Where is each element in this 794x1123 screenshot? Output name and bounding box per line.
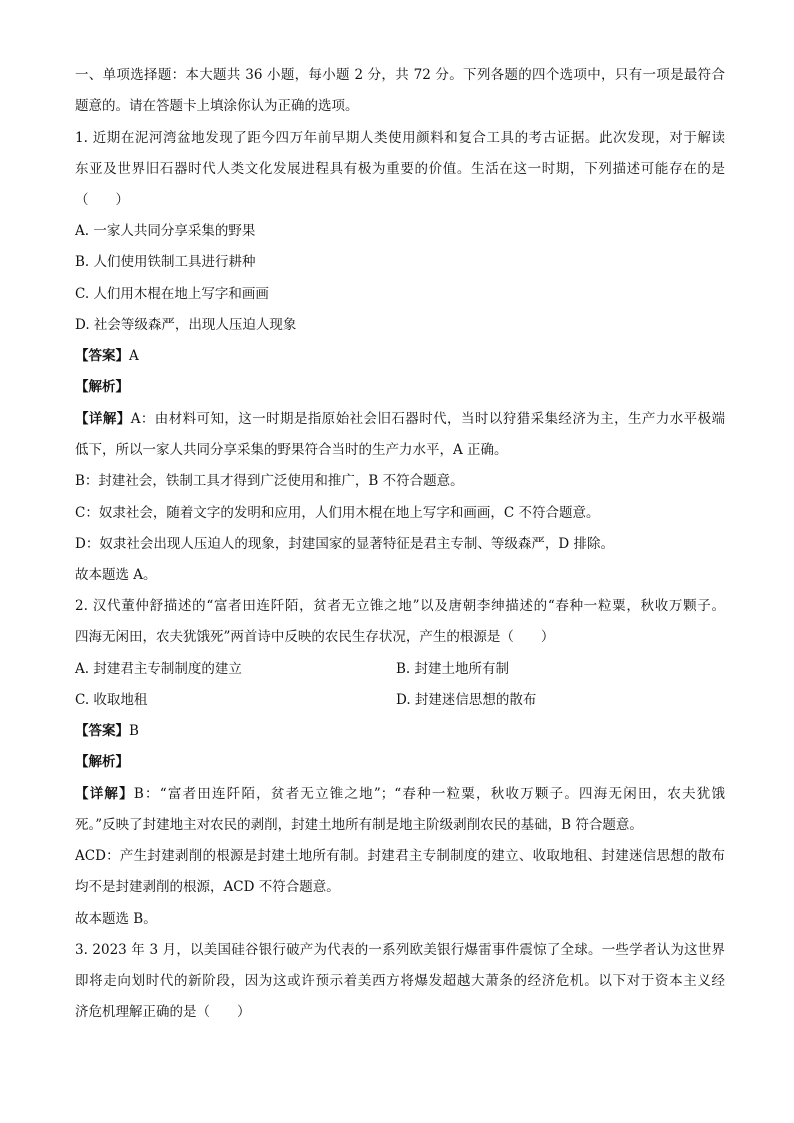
q2-option-c: C. 收取地租: [75, 692, 148, 708]
q3-stem-line3: 济危机理解正确的是（ ）: [75, 1004, 251, 1020]
q1-stem-line3: （ ）: [75, 192, 129, 208]
section-heading-line1: 一、单项选择题：本大题共 36 小题，每小题 2 分，共 72 分。下列各题的四个选项中，只有一项是最符合: [75, 67, 725, 83]
q1-detail-tag: 【详解】: [75, 411, 131, 427]
q1-stem-line1: 1. 近期在泥河湾盆地发现了距今四万年前早期人类使用颜料和复合工具的考古证据。此次发现，对于解读: [75, 130, 725, 146]
q2-options-row2: [75, 690, 725, 710]
section-heading-line2: 题意的。请在答题卡上填涂你认为正确的选项。: [75, 98, 359, 114]
q1-option-b: B. 人们使用铁制工具进行耕种: [75, 254, 256, 270]
q1-option-d: D. 社会等级森严，出现人压迫人现象: [75, 317, 297, 333]
q2-options-row1: [75, 659, 725, 679]
q1-option-a: A. 一家人共同分享采集的野果: [75, 223, 256, 239]
q1-detail-line1: 【详解】A：由材料可知，这一时期是指原始社会旧石器时代，当时以狩猎采集经济为主，生产力水平极端: [75, 411, 726, 427]
q2-answer-tag: 【答案】: [75, 723, 129, 739]
q2-analysis-tag: 【解析】: [75, 754, 129, 770]
q2-conclusion: 故本题选 B。: [75, 911, 157, 927]
q2-stem-line2: 四海无闲田，农夫犹饿死”两首诗中反映的农民生存状况，产生的根源是（ ）: [75, 629, 555, 645]
q2-option-a: A. 封建君主专制制度的建立: [75, 661, 242, 677]
q1-detail-line2: 低下，所以一家人共同分享采集的野果符合当时的生产力水平，A 正确。: [75, 442, 508, 458]
q3-stem-line2: 即将走向划时代的新阶段，因为这或许预示着美西方将爆发超越大萧条的经济危机。以下对于资本主义经: [75, 973, 725, 989]
q2-detail-line2: 死。”反映了封建地主对农民的剥削，封建土地所有制是地主阶级剥削农民的基础，B 符合题意。: [75, 817, 643, 833]
q1-analysis-tag: 【解析】: [75, 379, 129, 395]
q2-option-d: D. 封建迷信思想的散布: [396, 692, 537, 708]
q1-detail-line4: C：奴隶社会，随着文字的发明和应用，人们用木棍在地上写字和画画，C 不符合题意。: [75, 505, 600, 521]
q1-conclusion: 故本题选 A。: [75, 567, 157, 583]
q1-answer-value: A: [129, 348, 139, 364]
q2-detail-tag: 【详解】: [75, 786, 134, 802]
q1-detail-line5: D：奴隶社会出现人压迫人的现象，封建国家的显著特征是君主专制、等级森严，D 排除。: [75, 536, 614, 552]
q3-stem-line1: 3. 2023 年 3 月，以美国硅谷银行破产为代表的一系列欧美银行爆雷事件震惊了全球。一些学者认为这世界: [75, 942, 725, 958]
q2-detail-line1: 【详解】B：“富者田连阡陌，贫者无立锥之地”；“春种一粒粟，秋收万颗子。四海无闲田，农夫犹饿: [75, 786, 726, 802]
q1-detail-line3: B：封建社会，铁制工具才得到广泛使用和推广，B 不符合题意。: [75, 473, 464, 489]
q1-stem-line2: 东亚及世界旧石器时代人类文化发展进程具有极为重要的价值。生活在这一时期，下列描述可能存在的是: [75, 161, 725, 177]
q2-answer-value: B: [129, 723, 139, 739]
q2-option-b: B. 封建土地所有制: [396, 661, 510, 677]
q1-answer-tag: 【答案】: [75, 348, 129, 364]
q2-stem-line1: 2. 汉代董仲舒描述的“富者田连阡陌，贫者无立锥之地”以及唐朝李绅描述的“春种一粒粟，秋收万颗子。: [75, 598, 725, 614]
q1-option-c: C. 人们用木棍在地上写字和画画: [75, 286, 269, 302]
q2-detail-line4: 均不是封建剥削的根源，ACD 不符合题意。: [75, 879, 340, 895]
q2-detail-line3: ACD：产生封建剥削的根源是封建土地所有制。封建君主专制制度的建立、收取地租、封建迷信思想的散布: [75, 848, 725, 864]
q2-answer: [75, 721, 725, 741]
q1-answer: [75, 346, 725, 366]
